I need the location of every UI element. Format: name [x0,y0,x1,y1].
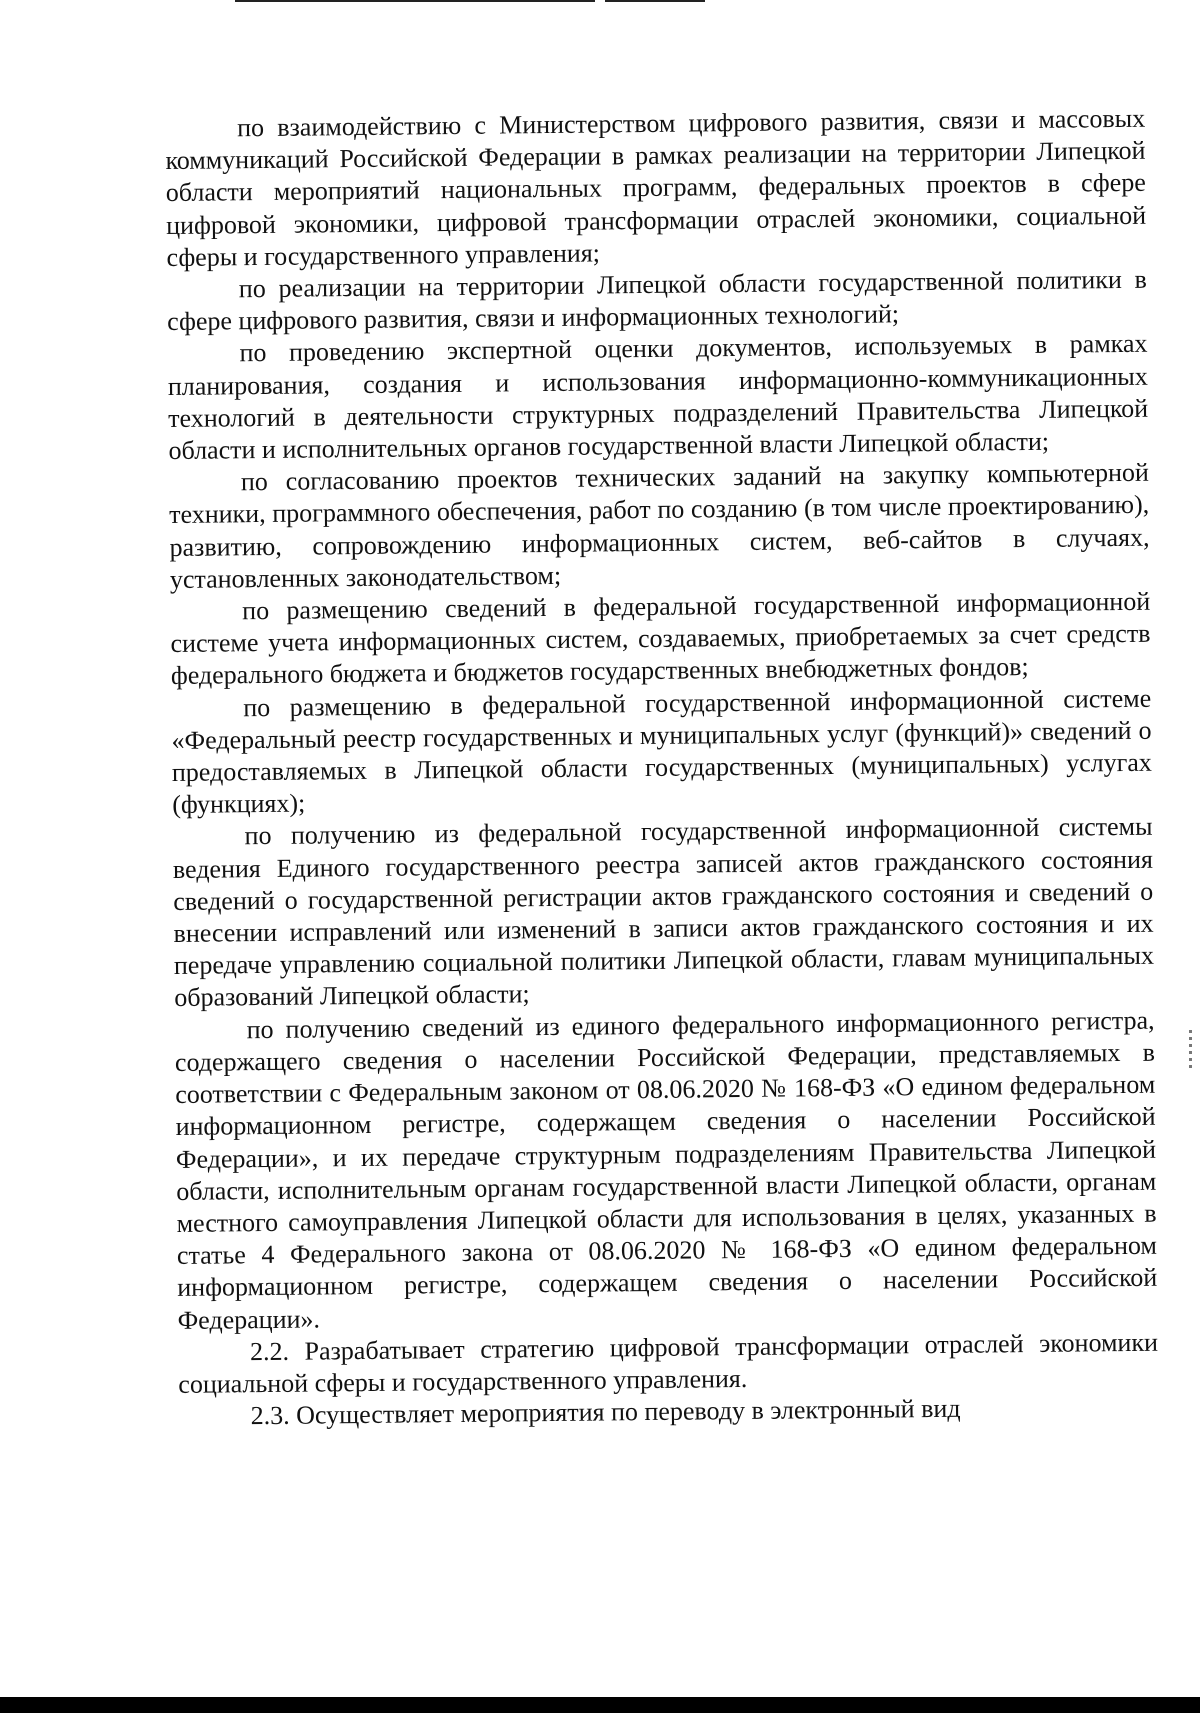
paragraph: по получению сведений из единого федерального информационного регистра, содержащего сведения о населении Российской Федерации, представляемых в соответствии с Федеральным законом от 08.06.2020 № 168-ФЗ «О едином федеральном информационном регистре, содержащем сведения о населении Российской Федерации», и их передаче структурным подразделениям Правительства Липецкой области, исполнительным органам государственной власти Липецкой области, органам местного самоуправления Липецкой области для использования в целях, указанных в статье 4 Федерального закона от 08.06.2020 № 168-ФЗ «О едином федеральном информационном регистре, содержащем сведения о населении Российской Федерации». [174,1005,1158,1335]
paragraph: по реализации на территории Липецкой области государственной политики в сфере цифрового развития, связи и информационных технологий; [167,264,1147,337]
scan-bottom-border [0,1697,1200,1713]
paragraph: по получению из федеральной государственной информационной системы ведения Единого государственного реестра записей актов гражданского состояния сведений о государственной регистрации актов гражданского состояния и сведений о внесении исправлений или изменений в записи актов гражданского состояния и их передаче управлению социальной политики Липецкой области, главам муниципальных образований Липецкой области; [172,812,1155,1013]
paragraph: по взаимодействию с Министерством цифрового развития, связи и массовых коммуникаций Российской Федерации в рамках реализации на территории Липецкой области мероприятий национальных программ, федеральных проектов в сфере цифровой экономики, цифровой трансформации отраслей экономики, социальной сферы и государственного управления; [165,103,1147,272]
scan-edge-line [235,0,595,2]
document-body [165,103,1159,1434]
paragraph: по размещению в федеральной государственной информационной системе «Федеральный реестр государственных и муниципальных услуг (функций)» сведений о предоставляемых в Липецкой области государственных (муниципальных) услугах (функциях); [171,683,1153,820]
paragraph: 2.2. Разрабатывает стратегию цифровой трансформации отраслей экономики социальной сферы и государственного управления. [178,1327,1159,1399]
paragraph: по размещению сведений в федеральной государственной информационной системе учета информационных систем, создаваемых, приобретаемых за счет средств федерального бюджета и бюджетов государственных внебюджетных фондов; [170,586,1151,691]
paragraph: по согласованию проектов технических заданий на закупку компьютерной техники, программного обеспечения, работ по созданию (в том числе проектированию), развитию, сопровождению информационных систем, веб-сайтов в случаях, установленных законодательством; [169,457,1150,594]
paragraph: по проведению экспертной оценки документов, используемых в рамках планирования, создания и использования информационно-коммуникационных технологий в деятельности структурных подразделений Правительства Липецкой области и исполнительных органов государственной власти Липецкой области; [167,329,1149,466]
scan-artifact [1189,1030,1192,1070]
scan-edge-line [605,0,705,2]
paragraph: 2.3. Осуществляет мероприятия по переводу в электронный вид [250,1393,961,1431]
